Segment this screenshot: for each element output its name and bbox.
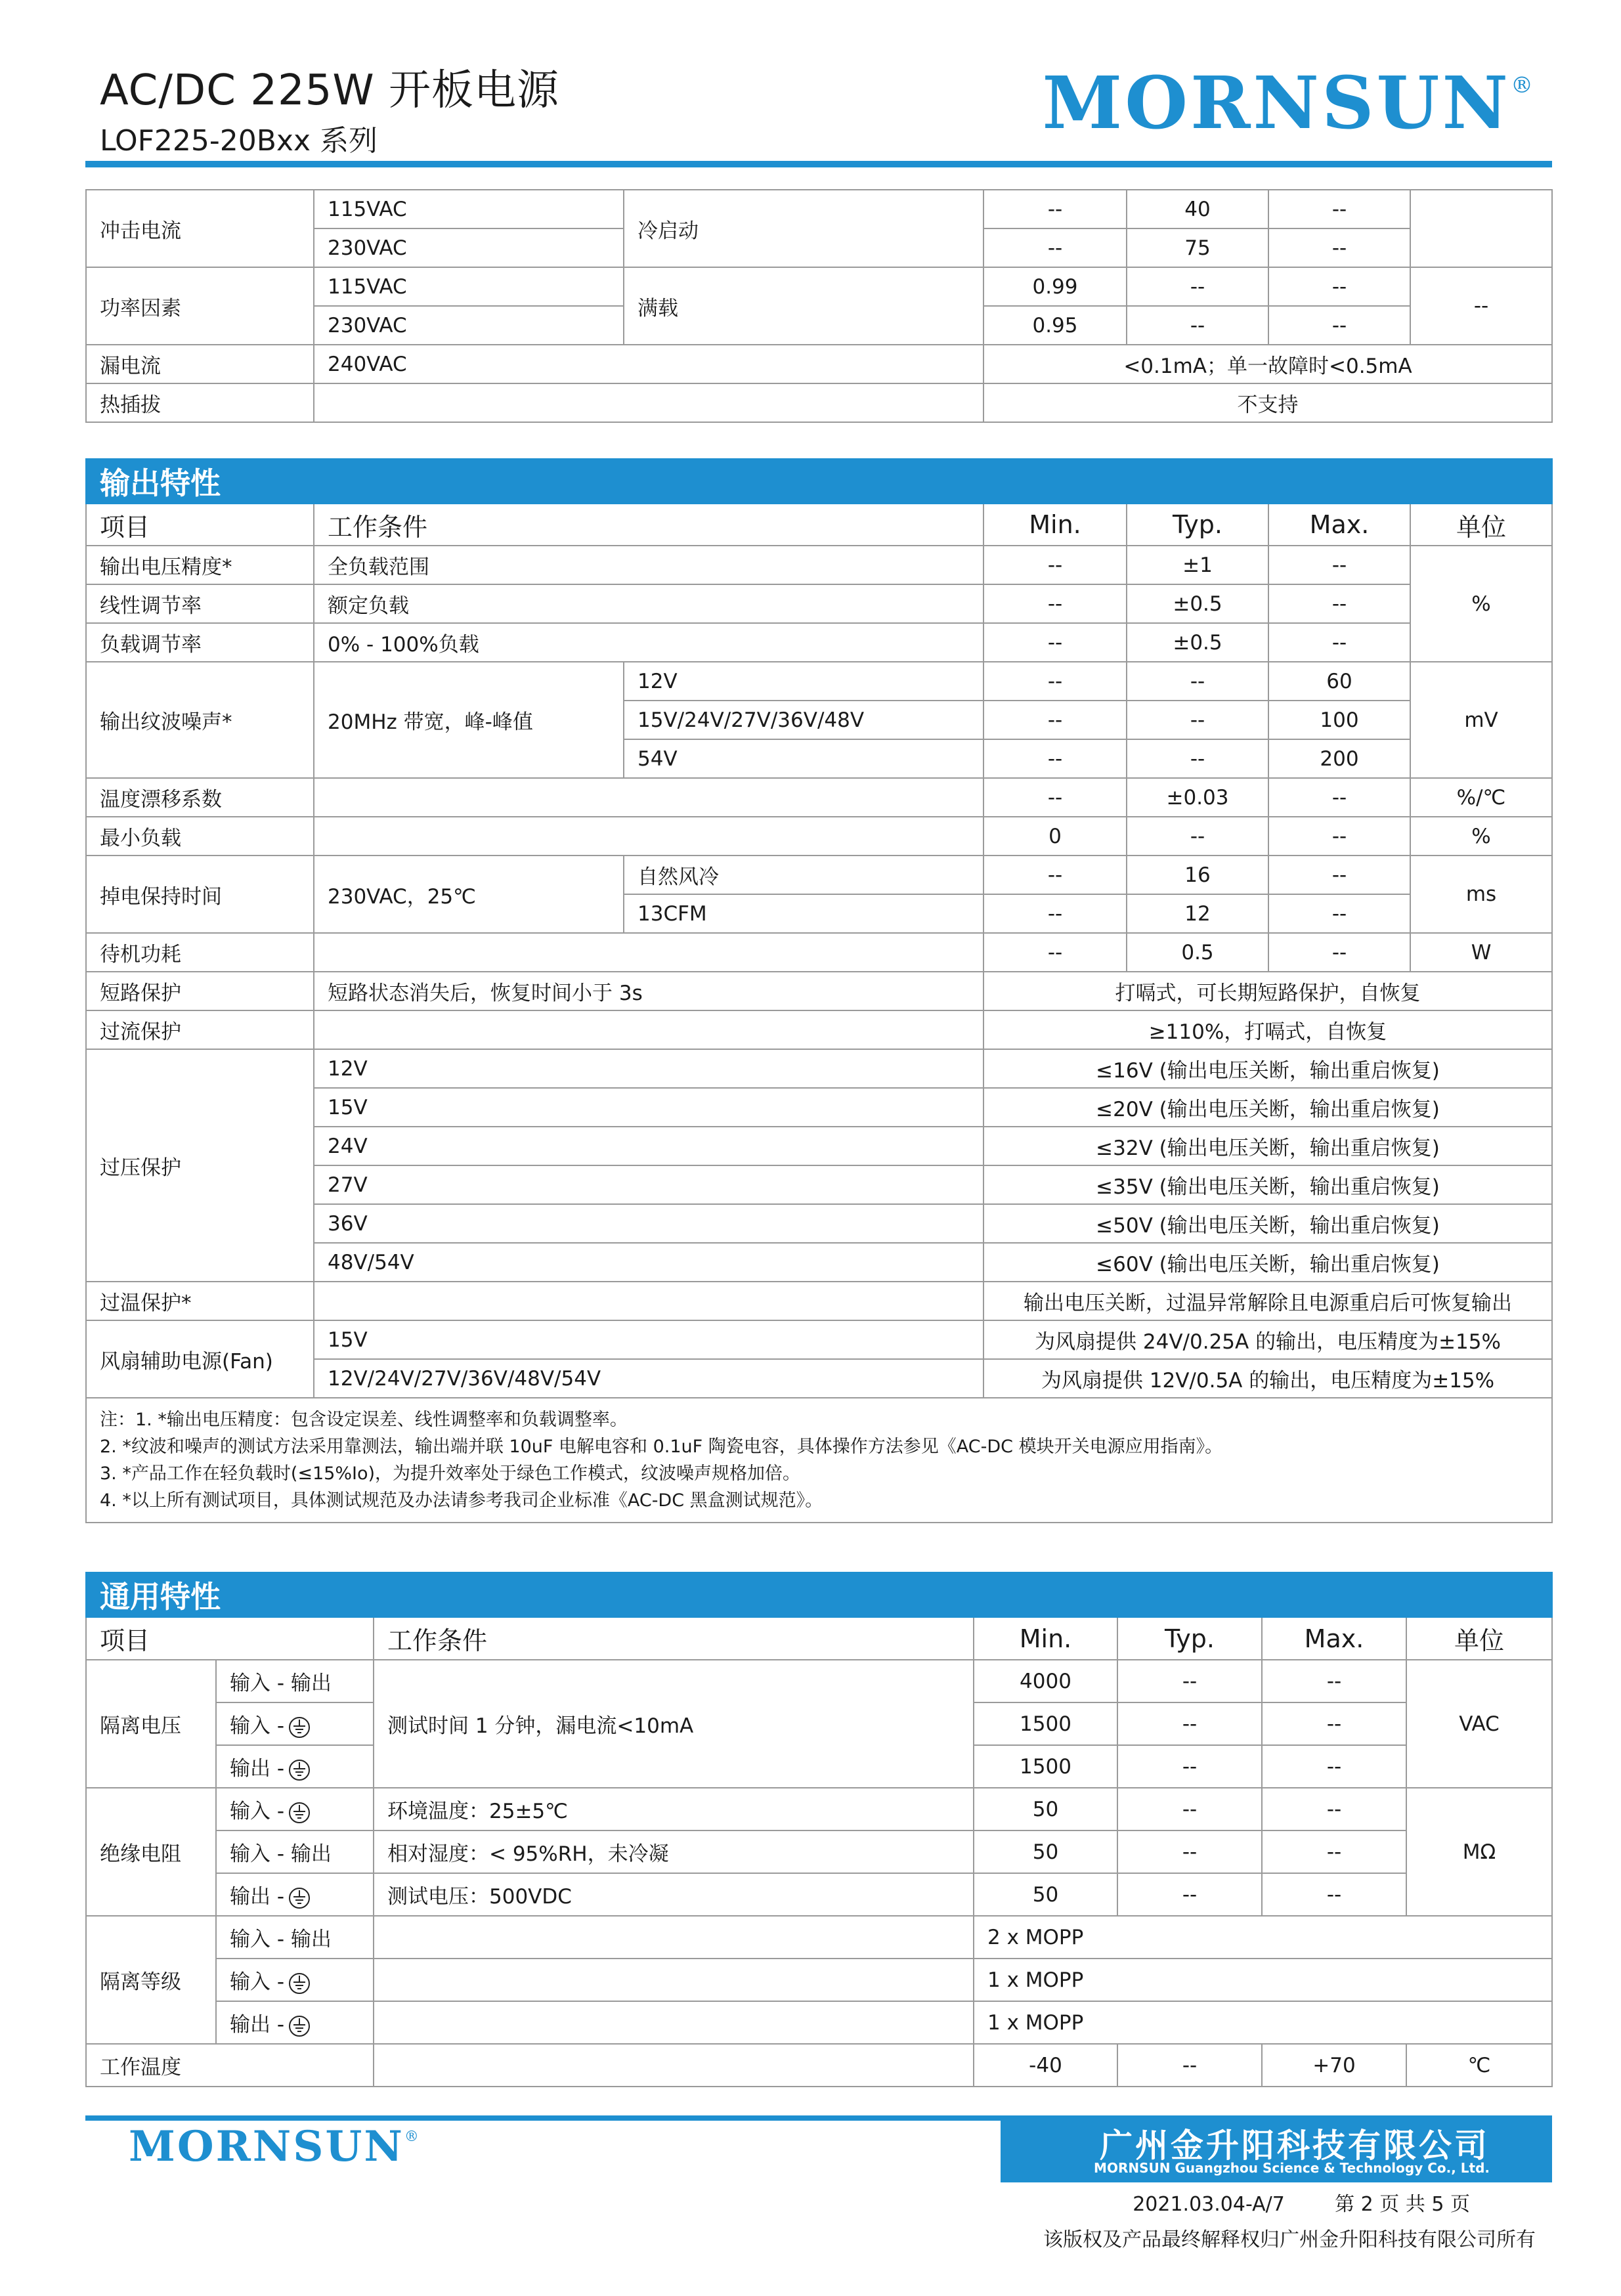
note-4: 4. *以上所有测试项目，具体测试规范及办法请参考我司企业标准《AC-DC 黑盒测试规范》。 xyxy=(100,1490,823,1511)
table-row: 24V ≤32V (输出电压关断，输出重启恢复) xyxy=(86,1127,1552,1165)
table-row: 热插拔 不支持 xyxy=(86,383,1552,422)
copyright-notice: 该版权及产品最终解释权归广州金升阳科技有限公司所有 xyxy=(1043,2228,1536,2251)
item-label: 温度漂移系数 xyxy=(86,778,314,817)
item-label: 绝缘电阻 xyxy=(86,1788,216,1916)
table-row: 输出 - 1 x MOPP xyxy=(86,2001,1552,2044)
section-title: 通用特性 xyxy=(86,1572,1552,1617)
table-row: 隔离等级 输入 - 输出 2 x MOPP xyxy=(86,1916,1552,1959)
general-spec-table xyxy=(85,1572,1553,2087)
table-row: 最小负载 0 -- -- % xyxy=(86,817,1552,856)
table-row: 过温保护* 输出电压关断，过温异常解除且电源重启后可恢复输出 xyxy=(86,1282,1552,1320)
company-name-en: MORNSUN Guangzhou Science & Technology Co., Ltd. xyxy=(1094,2160,1490,2176)
table-row: 54V -- -- 200 xyxy=(86,739,1552,778)
table-row: 风扇辅助电源(Fan) 15V 为风扇提供 24V/0.25A 的输出，电压精度为±15% xyxy=(86,1320,1552,1359)
table-row: 15V ≤20V (输出电压关断，输出重启恢复) xyxy=(86,1088,1552,1127)
table-row: 输出 - 测试电压：500VDC 50 -- -- xyxy=(86,1873,1552,1916)
item-label: 热插拔 xyxy=(86,383,314,422)
table-row: 12V/24V/27V/36V/48V/54V 为风扇提供 12V/0.5A 的输出，电压精度为±15% xyxy=(86,1359,1552,1398)
note-1: 注：1. *输出电压精度：包含设定误差、线性调整率和负载调整率。 xyxy=(100,1410,628,1430)
company-name-cn: 广州金升阳科技有限公司 xyxy=(1100,2127,1490,2165)
footer-company-band xyxy=(1001,2115,1552,2182)
table-row: 线性调节率 额定负载 -- ±0.5 -- xyxy=(86,584,1552,623)
page-subtitle: LOF225-20Bxx 系列 xyxy=(100,124,378,158)
section-title: 输出特性 xyxy=(86,459,1552,504)
item-label: 待机功耗 xyxy=(86,933,314,972)
item-label: 漏电流 xyxy=(86,345,314,383)
table-row: 温度漂移系数 -- ±0.03 -- %/℃ xyxy=(86,778,1552,817)
item-label: 掉电保持时间 xyxy=(86,856,314,933)
table-row: 过压保护 12V ≤16V (输出电压关断，输出重启恢复) xyxy=(86,1049,1552,1088)
header-divider xyxy=(85,161,1552,167)
item-label: 工作温度 xyxy=(86,2044,374,2087)
output-spec-table xyxy=(85,458,1553,1523)
item-label: 过流保护 xyxy=(86,1010,314,1049)
table-row: 过流保护 ≥110%，打嗝式，自恢复 xyxy=(86,1010,1552,1049)
input-spec-table xyxy=(85,189,1553,423)
item-label: 输出纹波噪声* xyxy=(86,662,314,778)
item-label: 负载调节率 xyxy=(86,623,314,662)
item-label: 过压保护 xyxy=(86,1049,314,1282)
table-row: 漏电流 240VAC <0.1mA；单一故障时<0.5mA xyxy=(86,345,1552,383)
table-row: 掉电保持时间 230VAC，25℃ 自然风冷 -- 16 -- ms xyxy=(86,856,1552,894)
table-row: 输出电压精度* 全负载范围 -- ±1 -- % xyxy=(86,546,1552,584)
table-row: 绝缘电阻 输入 - 环境温度：25±5℃ 50 -- -- MΩ xyxy=(86,1788,1552,1830)
table-row: 冲击电流 115VAC 冷启动 -- 40 -- xyxy=(86,190,1552,228)
table-header-row: 项目 工作条件 Min. Typ. Max. 单位 xyxy=(86,504,1552,546)
item-label: 隔离电压 xyxy=(86,1660,216,1788)
item-label: 短路保护 xyxy=(86,972,314,1010)
item-label: 隔离等级 xyxy=(86,1916,216,2044)
note-2: 2. *纹波和噪声的测试方法采用靠测法，输出端并联 10uF 电解电容和 0.1uF 陶瓷电容，具体操作方法参见《AC-DC 模块开关电源应用指南》。 xyxy=(100,1437,1223,1457)
item-label: 最小负载 xyxy=(86,817,314,856)
table-row: 27V ≤35V (输出电压关断，输出重启恢复) xyxy=(86,1165,1552,1204)
page-title: AC/DC 225W 开板电源 xyxy=(100,66,559,115)
table-row: 230VAC -- 75 -- xyxy=(86,228,1552,267)
table-row: 功率因素 115VAC 满载 0.99 -- -- -- xyxy=(86,267,1552,306)
item-label: 功率因素 xyxy=(86,267,314,345)
table-row: 待机功耗 -- 0.5 -- W xyxy=(86,933,1552,972)
table-row: 输入 - 输出 相对湿度：< 95%RH，未冷凝 50 -- -- xyxy=(86,1830,1552,1873)
table-row: 48V/54V ≤60V (输出电压关断，输出重启恢复) xyxy=(86,1243,1552,1282)
table-row: 230VAC 0.95 -- -- xyxy=(86,306,1552,345)
date-page-info: 2021.03.04-A/7 第 2 页 共 5 页 xyxy=(1133,2193,1470,2216)
table-row: 隔离电压 输入 - 输出 测试时间 1 分钟，漏电流<10mA 4000 -- -- VAC xyxy=(86,1660,1552,1702)
ground-icon xyxy=(288,1887,311,1909)
table-row: 13CFM -- 12 -- xyxy=(86,894,1552,933)
table-row: 输入 - 1 x MOPP xyxy=(86,1959,1552,2001)
item-label: 过温保护* xyxy=(86,1282,314,1320)
table-header-row: 项目 工作条件 Min. Typ. Max. 单位 xyxy=(86,1617,1552,1660)
notes xyxy=(86,1398,1552,1523)
footer-logo: MORNSUN® xyxy=(129,2122,421,2171)
table-row: 输出纹波噪声* 20MHz 带宽，峰-峰值 12V -- -- 60 mV xyxy=(86,662,1552,701)
ground-icon xyxy=(288,2015,311,2037)
item-label: 冲击电流 xyxy=(86,190,314,267)
table-row: 工作温度 -40 -- +70 ℃ xyxy=(86,2044,1552,2087)
item-label: 输出电压精度* xyxy=(86,546,314,584)
ground-icon xyxy=(288,1802,311,1824)
table-row: 负载调节率 0% - 100%负载 -- ±0.5 -- xyxy=(86,623,1552,662)
item-label: 线性调节率 xyxy=(86,584,314,623)
note-3: 3. *产品工作在轻负载时(≤15%Io)，为提升效率处于绿色工作模式，纹波噪声规格加倍。 xyxy=(100,1463,801,1484)
table-row: 输出 - 1500 -- -- xyxy=(86,1745,1552,1788)
ground-icon xyxy=(288,1972,311,1995)
ground-icon xyxy=(288,1716,311,1739)
brand-logo: MORNSUN® xyxy=(1042,60,1536,145)
item-label: 风扇辅助电源(Fan) xyxy=(86,1320,314,1398)
ground-icon xyxy=(288,1759,311,1781)
table-row: 15V/24V/27V/36V/48V -- -- 100 xyxy=(86,701,1552,739)
notes-row xyxy=(86,1398,1552,1523)
table-row: 输入 - 1500 -- -- xyxy=(86,1702,1552,1745)
table-row: 短路保护 短路状态消失后，恢复时间小于 3s 打嗝式，可长期短路保护，自恢复 xyxy=(86,972,1552,1010)
table-row: 36V ≤50V (输出电压关断，输出重启恢复) xyxy=(86,1204,1552,1243)
